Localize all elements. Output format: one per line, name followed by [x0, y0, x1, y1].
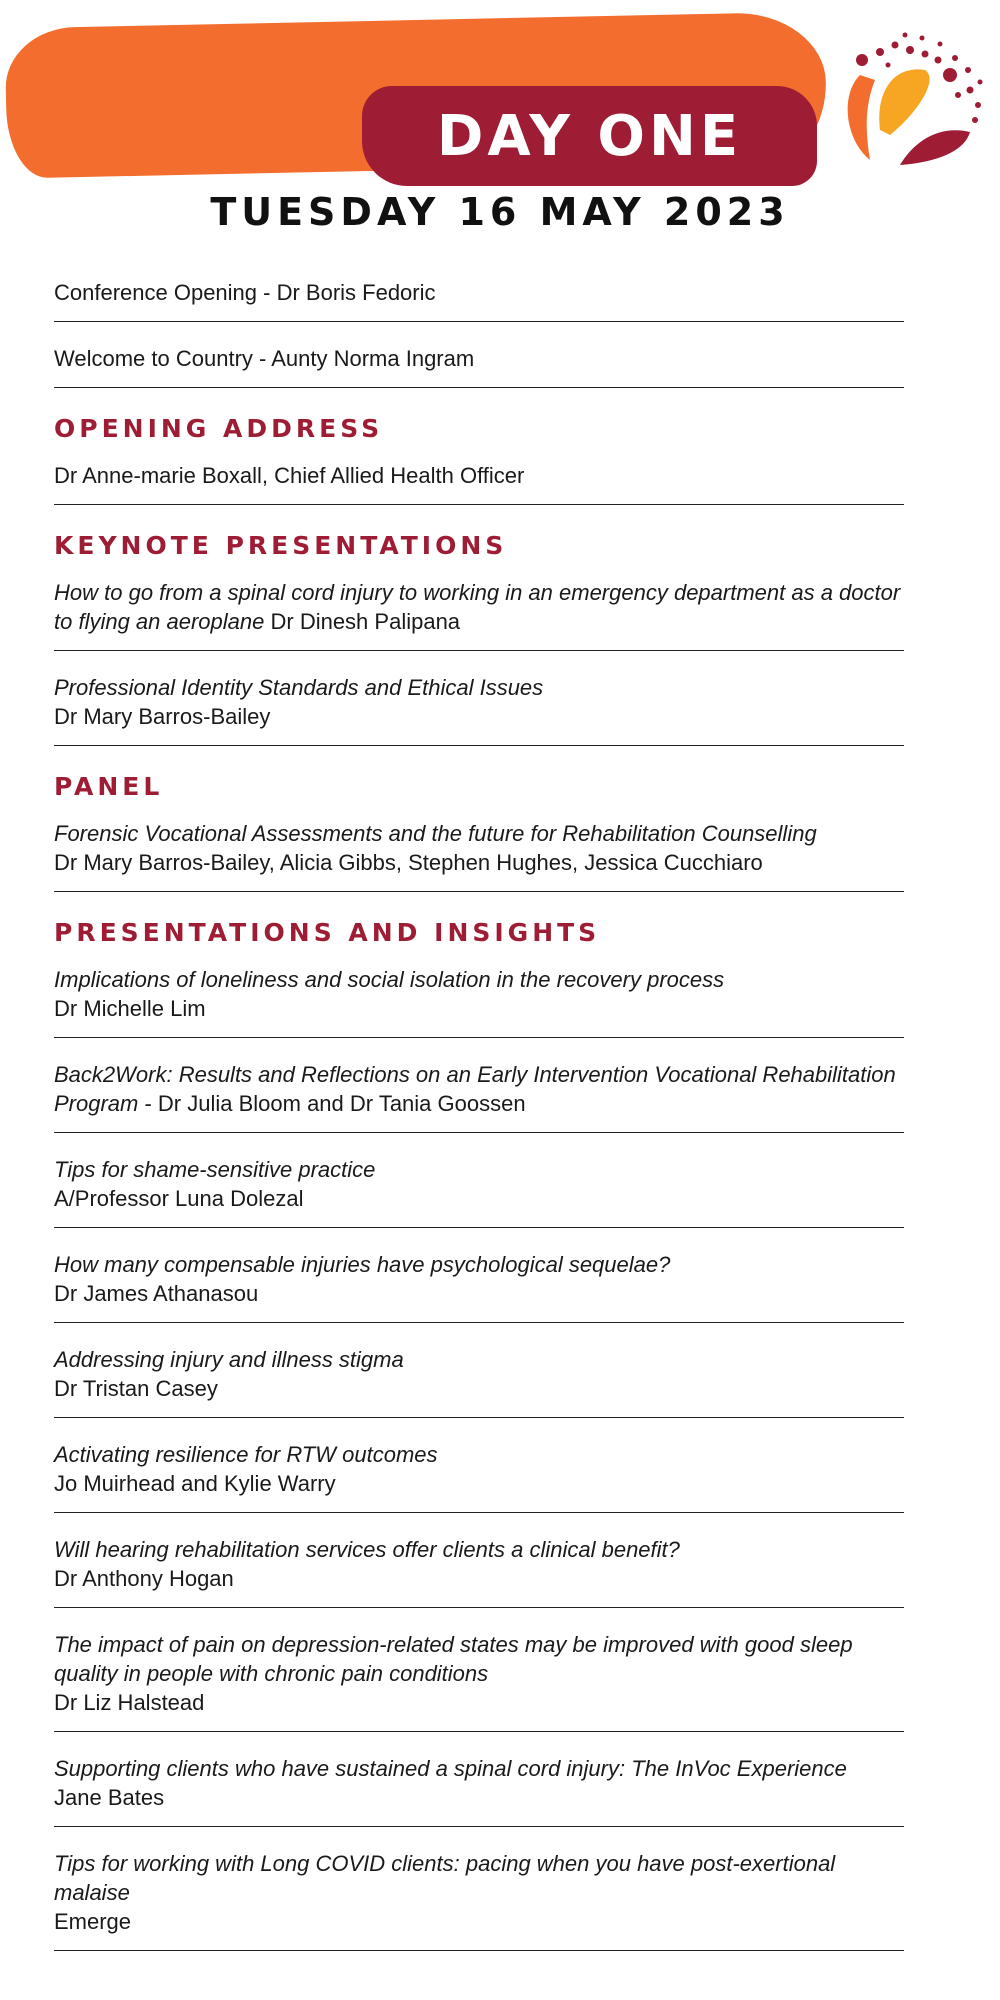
list-item — [54, 1622, 904, 1732]
section-heading-panel: PANEL — [54, 772, 164, 801]
talk-title: The impact of pain on depression-related states may be improved with good sleep quality in people with chronic pain conditions — [54, 1632, 853, 1686]
speaker: - Dr Julia Bloom and Dr Tania Goossen — [138, 1091, 526, 1116]
section-heading-opening-address: OPENING ADDRESS — [54, 414, 384, 443]
talk-title: Addressing injury and illness stigma — [54, 1347, 404, 1372]
section-heading-keynotes: KEYNOTE PRESENTATIONS — [54, 531, 508, 560]
list-item — [54, 811, 904, 892]
speaker: Emerge — [54, 1909, 132, 1934]
speaker: Dr James Athanasou — [54, 1281, 259, 1306]
talk-title: Forensic Vocational Assessments and the future for Rehabilitation Counselling — [54, 821, 817, 846]
list-item — [54, 1052, 904, 1133]
list-item: Dr Anne-marie Boxall, Chief Allied Health Officer — [54, 453, 904, 505]
speaker: Dr Tristan Casey — [54, 1376, 218, 1401]
speaker: Dr Mary Barros-Bailey — [54, 704, 271, 729]
talk-title: Activating resilience for RTW outcomes — [54, 1442, 438, 1467]
speaker: Jane Bates — [54, 1785, 165, 1810]
list-item — [54, 1432, 904, 1513]
list-item — [54, 1147, 904, 1228]
speaker: Dr Mary Barros-Bailey, Alicia Gibbs, Stephen Hughes, Jessica Cucchiaro — [54, 850, 763, 875]
speaker: A/Professor Luna Dolezal — [54, 1186, 304, 1211]
day-title: DAY ONE — [436, 103, 743, 169]
program-list — [54, 270, 904, 1965]
talk-title: Professional Identity Standards and Ethical Issues — [54, 675, 544, 700]
talk-title: Will hearing rehabilitation services offer clients a clinical benefit? — [54, 1537, 680, 1562]
list-item — [54, 665, 904, 746]
list-item — [54, 1841, 904, 1951]
section-heading-presentations: PRESENTATIONS AND INSIGHTS — [54, 918, 601, 947]
speaker: Dr Dinesh Palipana — [264, 609, 461, 634]
sunburst-icon — [830, 20, 1000, 180]
talk-title: Back2Work: Results and Reflections on an Early Intervention Vocational Rehabilitation Program — [54, 1062, 896, 1116]
talk-title: Supporting clients who have sustained a spinal cord injury: The InVoc Experience — [54, 1756, 847, 1781]
speaker: Dr Anthony Hogan — [54, 1566, 234, 1591]
talk-title: How many compensable injuries have psychological sequelae? — [54, 1252, 671, 1277]
list-item — [54, 1527, 904, 1608]
speaker: Jo Muirhead and Kylie Warry — [54, 1471, 336, 1496]
list-item — [54, 570, 904, 651]
talk-title: Tips for shame-sensitive practice — [54, 1157, 376, 1182]
speaker: Dr Liz Halstead — [54, 1690, 205, 1715]
talk-title: Implications of loneliness and social isolation in the recovery process — [54, 967, 725, 992]
list-item — [54, 957, 904, 1038]
date-heading: TUESDAY 16 MAY 2023 — [210, 190, 790, 234]
list-item — [54, 1242, 904, 1323]
list-item: Conference Opening - Dr Boris Fedoric — [54, 270, 904, 322]
talk-title: Tips for working with Long COVID clients: pacing when you have post-exertional malaise — [54, 1851, 836, 1905]
speaker: Dr Michelle Lim — [54, 996, 206, 1021]
list-item — [54, 1337, 904, 1418]
list-item — [54, 1746, 904, 1827]
talk-title: How to go from a spinal cord injury to working in an emergency department as a doctor to flying an aeroplane — [54, 580, 901, 634]
list-item: Welcome to Country - Aunty Norma Ingram — [54, 336, 904, 388]
